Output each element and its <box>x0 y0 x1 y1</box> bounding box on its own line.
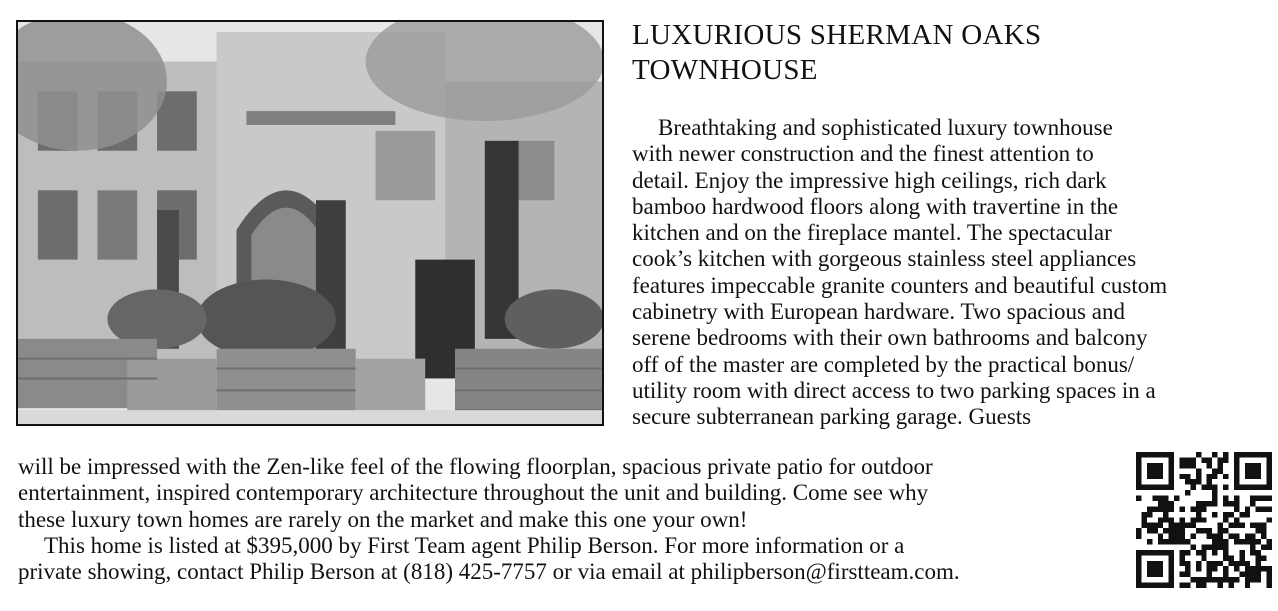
contact-line: private showing, contact Philip Berson at (818) 425-7757 or via email at philipberson@firstteam.com. <box>18 559 960 585</box>
description-line: will be impressed with the Zen-like feel of the flowing floorplan, spacious private patio for outdoor <box>18 454 933 479</box>
description-line: detail. Enjoy the impressive high ceilings, rich dark <box>632 167 1107 193</box>
description-line: entertainment, inspired contemporary architecture throughout the unit and building. Come see why <box>18 480 929 506</box>
description-line: secure subterranean parking garage. Guests <box>632 404 1032 430</box>
description-line: cabinetry with European hardware. Two spacious and <box>632 299 1125 325</box>
description-line: serene bedrooms with their own bathrooms and balcony <box>632 325 1148 351</box>
description-line: with newer construction and the finest attention to <box>632 141 1094 167</box>
description-line: kitchen and on the fireplace mantel. The spectacular <box>632 220 1112 246</box>
title-line-2: TOWNHOUSE <box>632 54 818 86</box>
description-top <box>632 115 1272 431</box>
title-line-1: LUXURIOUS SHERMAN OAKS <box>632 19 1042 51</box>
description-line: bamboo hardwood floors along with travertine in the <box>632 193 1119 219</box>
description-line: these luxury town homes are rarely on the market and make this one your own! <box>18 506 748 532</box>
qr-code[interactable] <box>1136 452 1272 588</box>
contact-line: This home is listed at $395,000 by First Team agent Philip Berson. For more information or a <box>44 532 905 558</box>
townhouse-photo-illustration <box>18 22 602 424</box>
townhouse-photo <box>16 20 604 426</box>
description-bottom <box>18 454 1118 585</box>
description-line: features impeccable granite counters and beautiful custom <box>632 272 1168 298</box>
description-line: cook’s kitchen with gorgeous stainless steel appliances <box>632 246 1137 272</box>
qr-code-graphic <box>1136 452 1272 588</box>
description-line: off of the master are completed by the practical bonus/ <box>632 351 1135 377</box>
description-line: utility room with direct access to two parking spaces in a <box>632 377 1156 403</box>
description-line: Breathtaking and sophisticated luxury townhouse <box>658 115 1113 140</box>
listing-title <box>632 18 1252 88</box>
